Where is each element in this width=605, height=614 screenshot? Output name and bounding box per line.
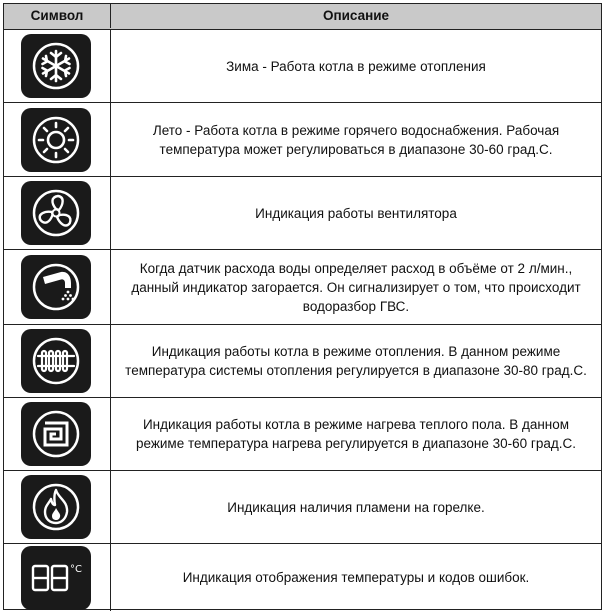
row-description: Индикация работы вентилятора (255, 205, 457, 221)
row-description: Лето - Работа котла в режиме горячего водоснабжения. Рабочая температура может регулироваться в диапазоне 30-60 град.С. (152, 122, 560, 157)
table-row (4, 398, 601, 471)
table-row (4, 30, 601, 103)
sun-icon (21, 108, 91, 172)
header-description: Описание (322, 8, 390, 23)
floor-heating-icon (21, 402, 91, 466)
header-symbol: Символ (4, 4, 111, 28)
table-row (4, 325, 601, 398)
symbol-table (3, 3, 602, 610)
radiator-icon (21, 329, 91, 393)
row-description: Когда датчик расхода воды определяет расход в объёме от 2 л/мин., данный индикатор загорается. Он сигнализирует о том, что происходит водоразбор ГВС. (131, 260, 581, 314)
row-description: Зима - Работа котла в режиме отопления (226, 58, 486, 74)
row-description: Индикация работы котла в режиме отопления. В данном режиме температура системы отопления регулируется в диапазоне 30-80 град.С. (125, 344, 587, 378)
table-row (4, 103, 601, 177)
snowflake-icon (21, 34, 91, 98)
temperature-display-icon (21, 546, 91, 610)
row-description: Индикация отображения температуры и кодов ошибок. (182, 570, 530, 585)
table-header (4, 4, 601, 30)
flame-icon (21, 475, 91, 539)
row-description: Индикация работы котла в режиме нагрева теплого пола. В данном режиме температура нагрева регулируется в диапазоне 30-60 град.С. (135, 417, 576, 451)
temperature-unit: °C (70, 563, 82, 575)
table-row (4, 250, 601, 325)
faucet-icon (21, 255, 91, 319)
fan-icon (21, 181, 91, 245)
table-row (4, 544, 601, 611)
table-row (4, 471, 601, 544)
row-description: Индикация наличия пламени на горелке. (227, 499, 485, 515)
table-row (4, 177, 601, 250)
